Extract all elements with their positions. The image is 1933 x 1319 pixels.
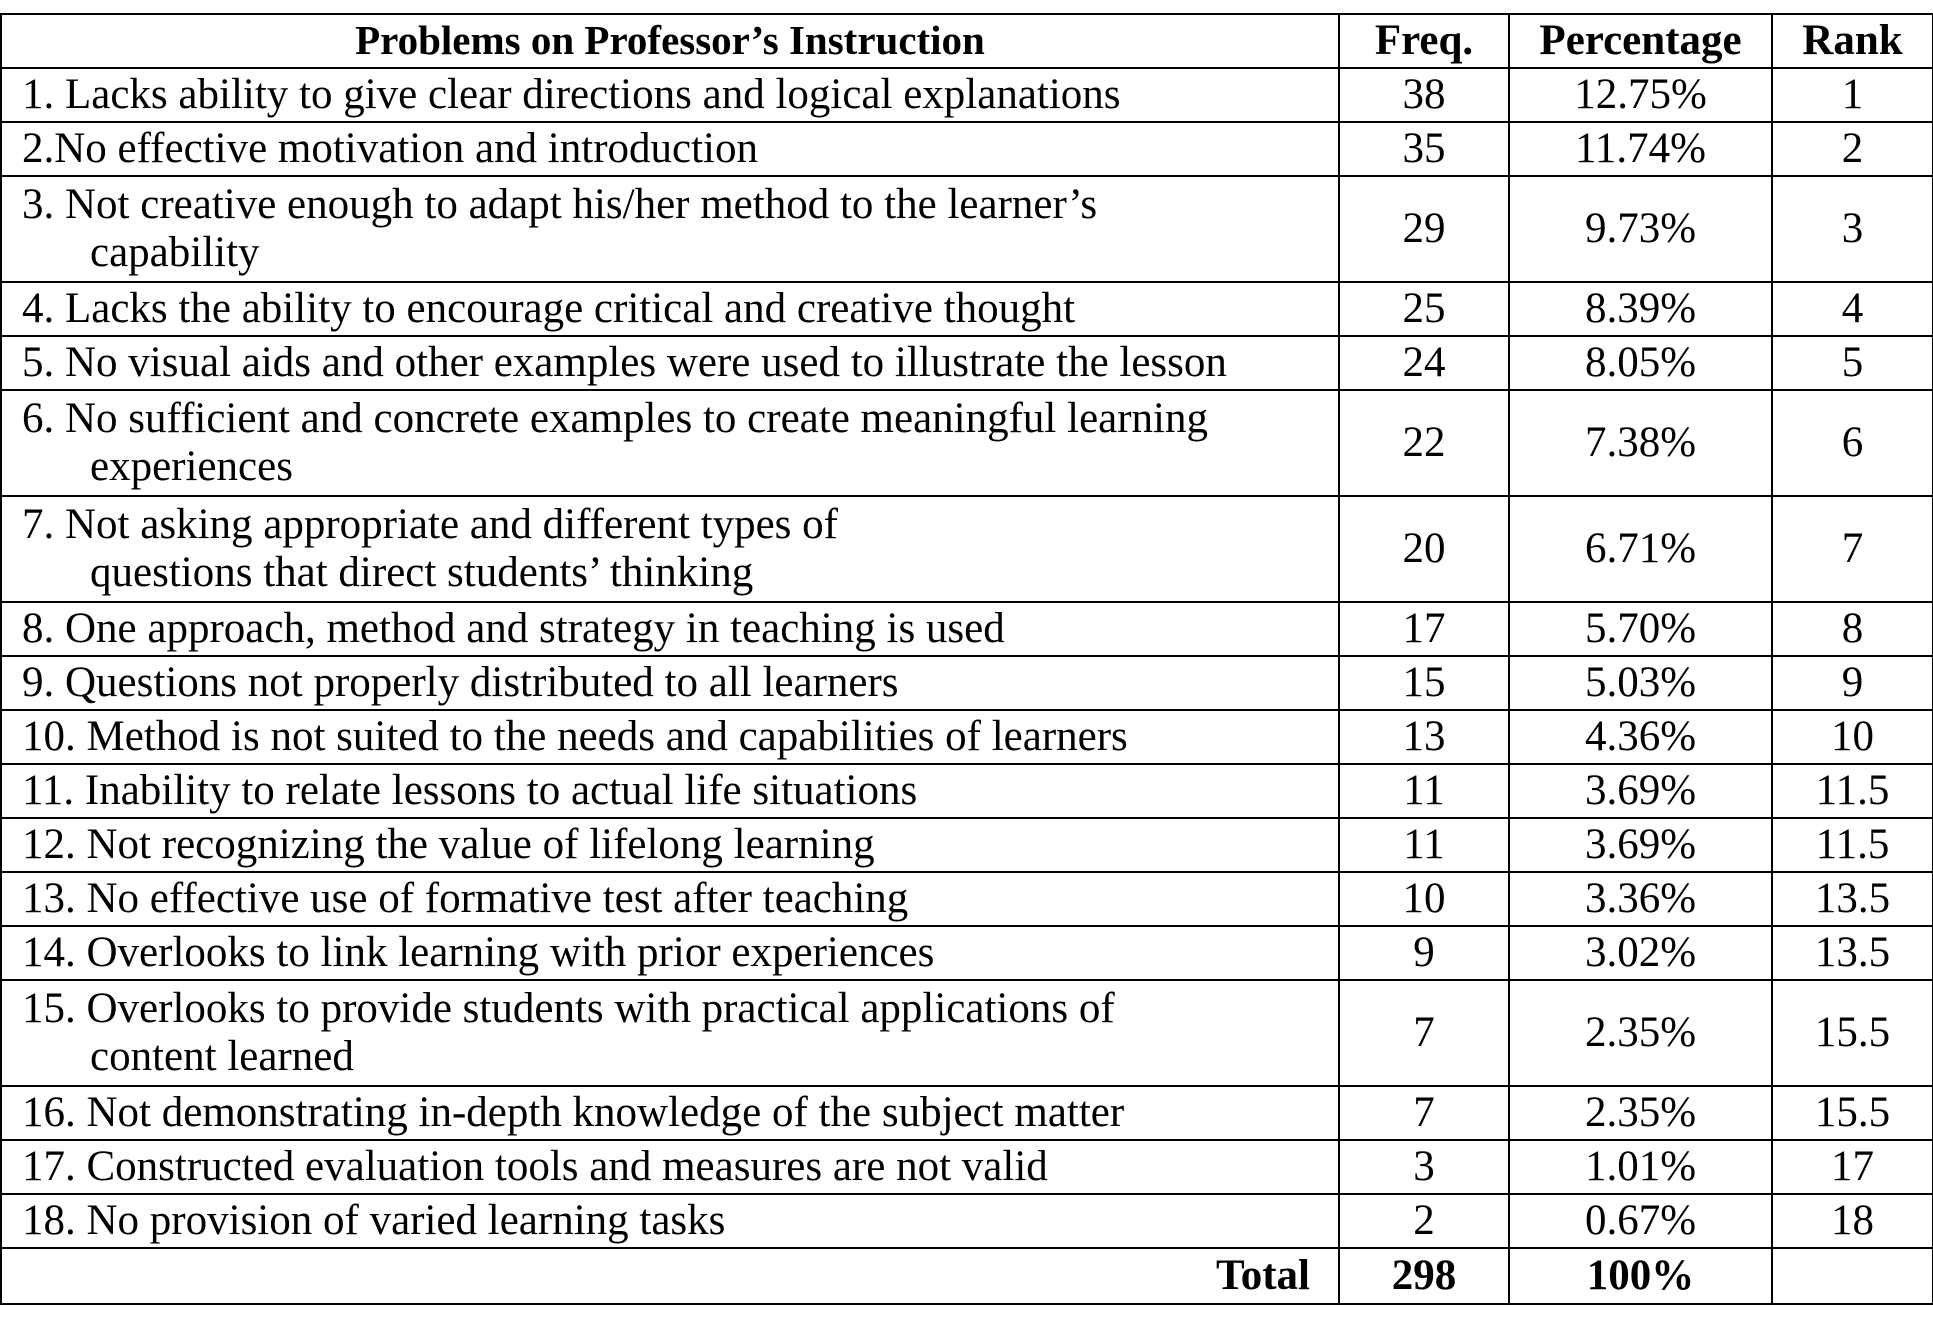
problem-cell <box>1 122 1339 176</box>
problem-text: 18. No provision of varied learning tasks <box>22 1196 726 1244</box>
problem-text: 17. Constructed evaluation tools and measures are not valid <box>22 1142 1048 1190</box>
freq-cell: 11 <box>1339 818 1509 872</box>
table-row <box>1 68 1933 122</box>
freq-cell: 24 <box>1339 336 1509 390</box>
problem-cell <box>1 818 1339 872</box>
rank-cell: 13.5 <box>1772 926 1933 980</box>
problem-text: 16. Not demonstrating in-depth knowledge of the subject matter <box>22 1088 1125 1136</box>
table-body <box>1 68 1933 1248</box>
rank-cell: 15.5 <box>1772 980 1933 1086</box>
problem-text: 12. Not recognizing the value of lifelong learning <box>22 820 875 868</box>
rank-cell: 10 <box>1772 710 1933 764</box>
table-row <box>1 390 1933 496</box>
problem-cell <box>1 980 1339 1086</box>
freq-cell: 35 <box>1339 122 1509 176</box>
percentage-cell: 3.36% <box>1509 872 1772 926</box>
header-percentage: Percentage <box>1509 14 1772 68</box>
total-percentage: 100% <box>1509 1248 1772 1304</box>
problem-text: 10. Method is not suited to the needs and capabilities of learners <box>22 712 1128 760</box>
percentage-cell: 0.67% <box>1509 1194 1772 1248</box>
percentage-cell: 8.05% <box>1509 336 1772 390</box>
percentage-cell: 7.38% <box>1509 390 1772 496</box>
problem-cell <box>1 602 1339 656</box>
problem-cell <box>1 1194 1339 1248</box>
header-freq: Freq. <box>1339 14 1509 68</box>
total-freq: 298 <box>1339 1248 1509 1304</box>
rank-cell: 6 <box>1772 390 1933 496</box>
table-row <box>1 1140 1933 1194</box>
percentage-cell: 4.36% <box>1509 710 1772 764</box>
table-row <box>1 710 1933 764</box>
percentage-cell: 9.73% <box>1509 176 1772 282</box>
table-row <box>1 176 1933 282</box>
percentage-cell: 3.02% <box>1509 926 1772 980</box>
problem-text-continuation: content learned <box>90 1033 354 1080</box>
problem-text: 4. Lacks the ability to encourage critical and creative thought <box>22 284 1076 332</box>
header-row <box>1 14 1933 68</box>
problem-cell <box>1 390 1339 496</box>
percentage-cell: 2.35% <box>1509 980 1772 1086</box>
table-row <box>1 602 1933 656</box>
table-row <box>1 764 1933 818</box>
percentage-cell: 5.03% <box>1509 656 1772 710</box>
problem-cell <box>1 656 1339 710</box>
freq-cell: 25 <box>1339 282 1509 336</box>
table-row <box>1 980 1933 1086</box>
table-row <box>1 656 1933 710</box>
percentage-cell: 6.71% <box>1509 496 1772 602</box>
table-row <box>1 122 1933 176</box>
rank-cell: 15.5 <box>1772 1086 1933 1140</box>
problem-cell <box>1 282 1339 336</box>
problem-text: 1. Lacks ability to give clear directions and logical explanations <box>22 70 1121 118</box>
rank-cell: 5 <box>1772 336 1933 390</box>
problem-text-continuation: experiences <box>90 443 293 490</box>
freq-cell: 11 <box>1339 764 1509 818</box>
percentage-cell: 2.35% <box>1509 1086 1772 1140</box>
problem-cell <box>1 926 1339 980</box>
table-row <box>1 496 1933 602</box>
total-rank <box>1772 1248 1933 1304</box>
table-row <box>1 1194 1933 1248</box>
percentage-cell: 8.39% <box>1509 282 1772 336</box>
problem-cell <box>1 1086 1339 1140</box>
problem-text: 3. Not creative enough to adapt his/her method to the learner’s <box>22 180 1098 228</box>
rank-cell: 3 <box>1772 176 1933 282</box>
problem-text-continuation: questions that direct students’ thinking <box>90 549 754 596</box>
problem-text: 13. No effective use of formative test after teaching <box>22 874 909 922</box>
freq-cell: 15 <box>1339 656 1509 710</box>
problems-table <box>0 13 1933 1305</box>
problem-cell <box>1 496 1339 602</box>
total-row <box>1 1248 1933 1304</box>
freq-cell: 20 <box>1339 496 1509 602</box>
rank-cell: 17 <box>1772 1140 1933 1194</box>
freq-cell: 22 <box>1339 390 1509 496</box>
problem-text: 5. No visual aids and other examples were used to illustrate the lesson <box>22 338 1227 386</box>
rank-cell: 4 <box>1772 282 1933 336</box>
rank-cell: 13.5 <box>1772 872 1933 926</box>
problem-cell <box>1 872 1339 926</box>
freq-cell: 10 <box>1339 872 1509 926</box>
header-problem: Problems on Professor’s Instruction <box>1 14 1339 68</box>
freq-cell: 7 <box>1339 980 1509 1086</box>
table-row <box>1 282 1933 336</box>
problem-cell <box>1 68 1339 122</box>
rank-cell: 11.5 <box>1772 818 1933 872</box>
percentage-cell: 3.69% <box>1509 818 1772 872</box>
table-row <box>1 818 1933 872</box>
rank-cell: 8 <box>1772 602 1933 656</box>
freq-cell: 9 <box>1339 926 1509 980</box>
problem-cell <box>1 336 1339 390</box>
rank-cell: 1 <box>1772 68 1933 122</box>
table-row <box>1 926 1933 980</box>
problem-cell <box>1 1140 1339 1194</box>
rank-cell: 11.5 <box>1772 764 1933 818</box>
freq-cell: 29 <box>1339 176 1509 282</box>
problem-text: 8. One approach, method and strategy in teaching is used <box>22 604 1005 652</box>
rank-cell: 18 <box>1772 1194 1933 1248</box>
table-row <box>1 1086 1933 1140</box>
problem-text: 14. Overlooks to link learning with prior experiences <box>22 928 935 976</box>
problem-text: 15. Overlooks to provide students with practical applications of <box>22 984 1115 1032</box>
percentage-cell: 3.69% <box>1509 764 1772 818</box>
problem-text-continuation: capability <box>90 229 260 276</box>
problem-cell <box>1 176 1339 282</box>
percentage-cell: 12.75% <box>1509 68 1772 122</box>
freq-cell: 17 <box>1339 602 1509 656</box>
total-label: Total <box>1 1248 1339 1304</box>
problem-text: 7. Not asking appropriate and different types of <box>22 500 838 548</box>
freq-cell: 13 <box>1339 710 1509 764</box>
problem-text: 6. No sufficient and concrete examples to create meaningful learning <box>22 394 1209 442</box>
problem-cell <box>1 764 1339 818</box>
header-rank: Rank <box>1772 14 1933 68</box>
freq-cell: 3 <box>1339 1140 1509 1194</box>
problem-text: 2.No effective motivation and introduction <box>22 124 758 172</box>
rank-cell: 2 <box>1772 122 1933 176</box>
freq-cell: 7 <box>1339 1086 1509 1140</box>
freq-cell: 2 <box>1339 1194 1509 1248</box>
rank-cell: 7 <box>1772 496 1933 602</box>
table-row <box>1 872 1933 926</box>
percentage-cell: 1.01% <box>1509 1140 1772 1194</box>
percentage-cell: 11.74% <box>1509 122 1772 176</box>
table-row <box>1 336 1933 390</box>
problem-cell <box>1 710 1339 764</box>
rank-cell: 9 <box>1772 656 1933 710</box>
problem-text: 11. Inability to relate lessons to actual life situations <box>22 766 918 814</box>
freq-cell: 38 <box>1339 68 1509 122</box>
percentage-cell: 5.70% <box>1509 602 1772 656</box>
problem-text: 9. Questions not properly distributed to all learners <box>22 658 899 706</box>
